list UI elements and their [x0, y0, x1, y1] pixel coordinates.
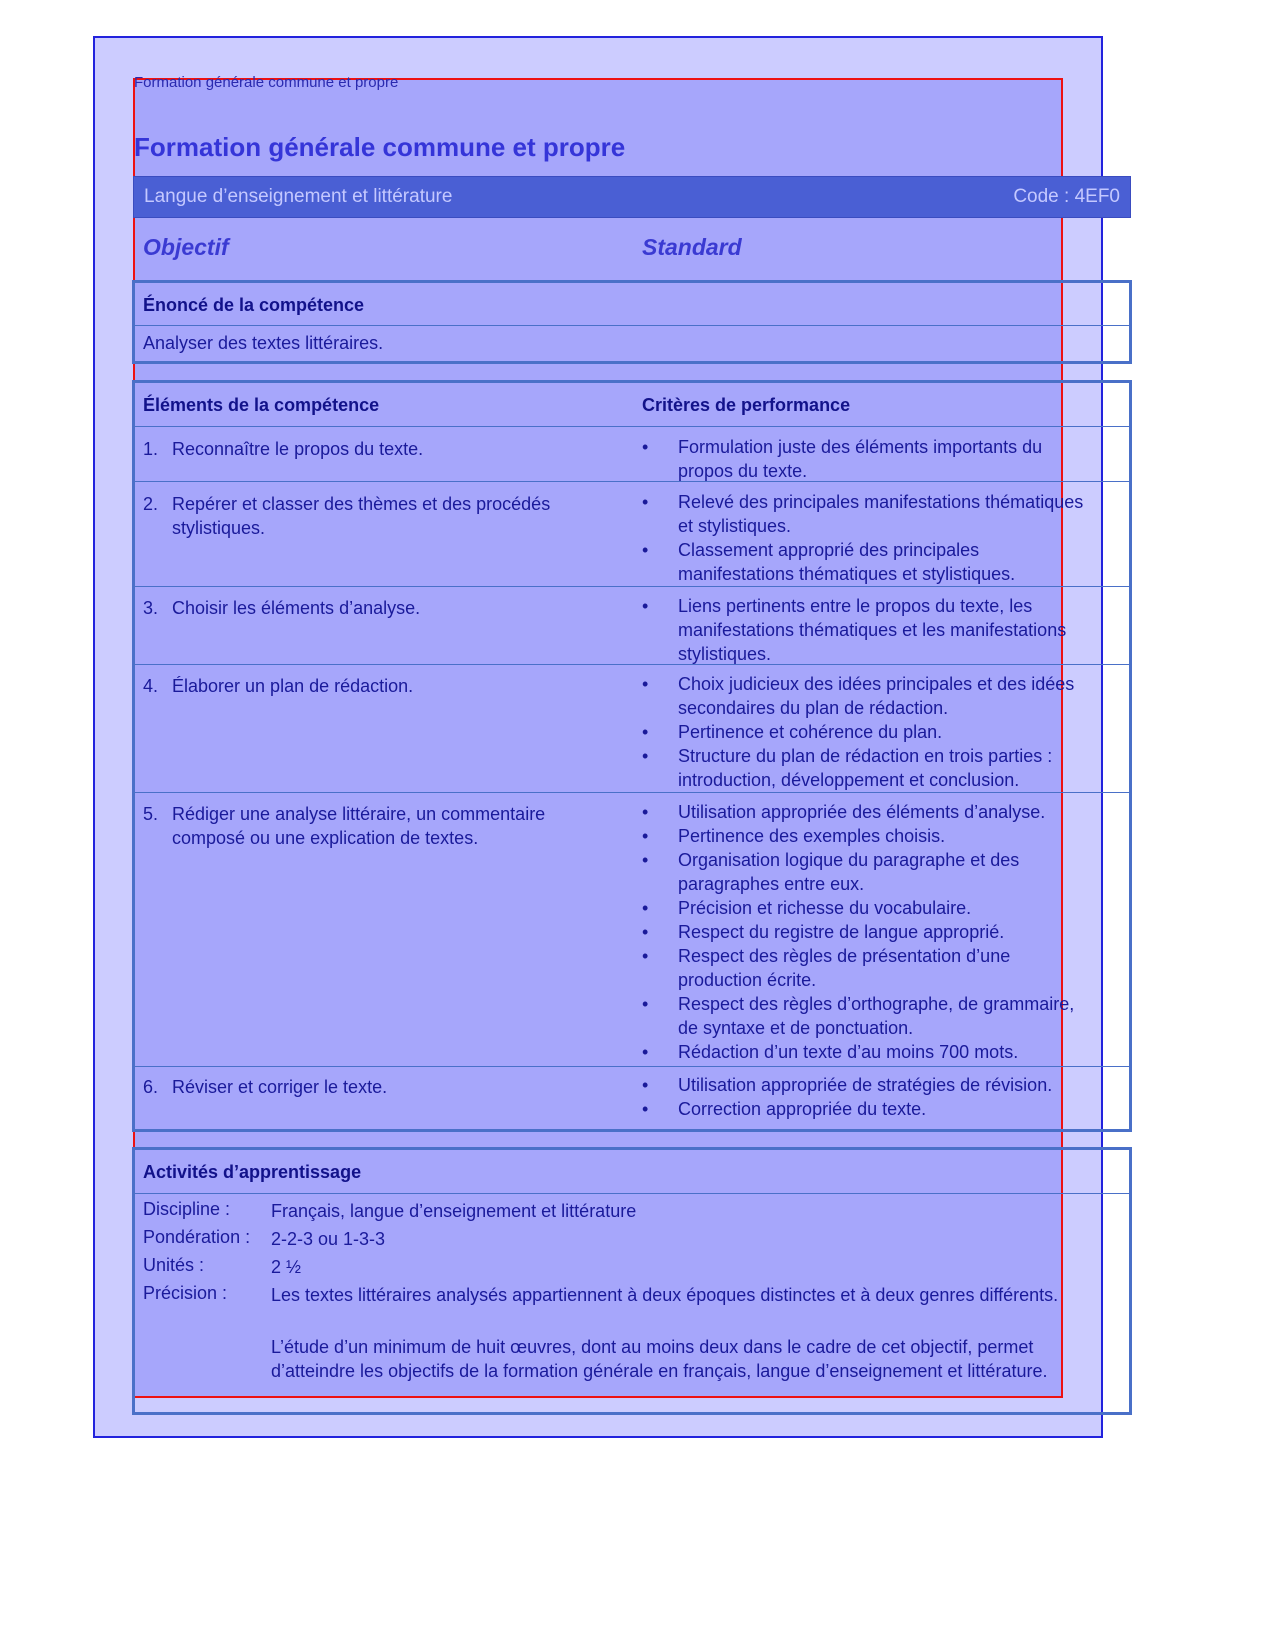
criterion-item: • Structure du plan de rédaction en trois parties : introduction, développement et conclusion. [642, 746, 1053, 790]
bullet-icon: • [642, 826, 649, 846]
precision-text-1: Les textes littéraires analysés appartiennent à deux époques distinctes et à deux genres différents. [271, 1285, 1059, 1305]
competence-table [132, 380, 1132, 1132]
course-code: Code : 4EF0 [1013, 186, 1120, 207]
enonce-table [132, 280, 1132, 364]
element-text: Élaborer un plan de rédaction. [172, 676, 414, 696]
bullet-icon: • [642, 1042, 649, 1062]
enonce-header-row [135, 283, 1129, 326]
bullet-icon: • [642, 722, 649, 742]
criterion-item: • Classement approprié des principales manifestations thématiques et stylistiques. [642, 540, 1016, 584]
criterion-item: • Relevé des principales manifestations thématiques et stylistiques. [642, 492, 1084, 536]
element-number: 3. [143, 598, 159, 618]
bullet-icon: • [642, 437, 649, 457]
criterion-item: • Rédaction d’un texte d’au moins 700 mots. [642, 1042, 1019, 1062]
element-text: Repérer et classer des thèmes et des procédés stylistiques. [172, 494, 551, 538]
element-number: 1. [143, 439, 159, 459]
unites-value: 2 ½ [271, 1257, 302, 1277]
ponderation-label: Pondération : [143, 1227, 251, 1247]
criterion-item: • Respect du registre de langue approprié. [642, 922, 1005, 942]
bullet-icon: • [642, 1099, 649, 1119]
precision-label: Précision : [143, 1283, 228, 1303]
bullet-icon: • [642, 922, 649, 942]
bullet-icon: • [642, 850, 649, 870]
criteres-header: Critères de performance [642, 395, 851, 415]
table-row [135, 1067, 1129, 1127]
criterion-item: • Pertinence et cohérence du plan. [642, 722, 943, 742]
table-row [135, 427, 1129, 482]
ponderation-value: 2-2-3 ou 1-3-3 [271, 1229, 386, 1249]
table-row [135, 482, 1129, 587]
table-row [135, 587, 1129, 665]
bullet-icon: • [642, 674, 649, 694]
enonce-text: Analyser des textes littéraires. [143, 333, 384, 353]
bullet-icon: • [642, 746, 649, 766]
discipline-value: Français, langue d’enseignement et littérature [271, 1201, 637, 1221]
objectif-heading: Objectif [143, 234, 229, 260]
standard-heading: Standard [642, 234, 742, 260]
element-text: Choisir les éléments d’analyse. [172, 598, 421, 618]
bullet-icon: • [642, 898, 649, 918]
page-title: Formation générale commune et propre [134, 132, 626, 162]
bullet-icon: • [642, 994, 649, 1014]
criterion-item: • Formulation juste des éléments importants du propos du texte. [642, 437, 1043, 481]
activites-header-row [135, 1150, 1129, 1194]
bullet-icon: • [642, 540, 649, 560]
criterion-item: • Respect des règles de présentation d’une production écrite. [642, 946, 1011, 990]
precision-text-2: L’étude d’un minimum de huit œuvres, dont au moins deux dans le cadre de cet objectif, permet d’atteindre les objectifs de la formation générale en français, langue d’enseignement et littérature. [271, 1337, 1048, 1381]
unites-label: Unités : [143, 1255, 205, 1275]
element-number: 2. [143, 494, 159, 514]
enonce-text-row [135, 326, 1129, 361]
elements-header: Éléments de la compétence [143, 395, 380, 415]
criterion-item: • Correction appropriée du texte. [642, 1099, 927, 1119]
element-text: Rédiger une analyse littéraire, un commentaire composé ou une explication de textes. [172, 804, 546, 848]
activites-header: Activités d’apprentissage [143, 1162, 362, 1182]
course-header-bar [133, 176, 1131, 218]
course-name: Langue d’enseignement et littérature [144, 186, 453, 207]
criterion-item: • Utilisation appropriée des éléments d’analyse. [642, 802, 1046, 822]
criterion-item: • Pertinence des exemples choisis. [642, 826, 946, 846]
bullet-icon: • [642, 596, 649, 616]
element-text: Reconnaître le propos du texte. [172, 439, 424, 459]
discipline-label: Discipline : [143, 1199, 231, 1219]
bullet-icon: • [642, 946, 649, 966]
criterion-item: • Respect des règles d’orthographe, de grammaire, de syntaxe et de ponctuation. [642, 994, 1075, 1038]
criterion-item: • Utilisation appropriée de stratégies de révision. [642, 1075, 1053, 1095]
element-number: 4. [143, 676, 159, 696]
table-row [135, 665, 1129, 793]
competence-header-row [135, 383, 1129, 427]
enonce-header: Énoncé de la compétence [143, 295, 365, 315]
criterion-item: • Choix judicieux des idées principales et des idées secondaires du plan de rédaction. [642, 674, 1075, 718]
element-text: Réviser et corriger le texte. [172, 1077, 388, 1097]
bullet-icon: • [642, 1075, 649, 1095]
criterion-item: • Liens pertinents entre le propos du texte, les manifestations thématiques et les manifestations stylistiques. [642, 596, 1067, 664]
bullet-icon: • [642, 802, 649, 822]
bullet-icon: • [642, 492, 649, 512]
breadcrumb[interactable]: Formation générale commune et propre [134, 74, 399, 91]
activites-body [135, 1194, 1129, 1412]
table-row [135, 793, 1129, 1067]
criterion-item: • Précision et richesse du vocabulaire. [642, 898, 972, 918]
activites-table [132, 1147, 1132, 1415]
element-number: 6. [143, 1077, 159, 1097]
criterion-item: • Organisation logique du paragraphe et des paragraphes entre eux. [642, 850, 1020, 894]
element-number: 5. [143, 804, 159, 824]
